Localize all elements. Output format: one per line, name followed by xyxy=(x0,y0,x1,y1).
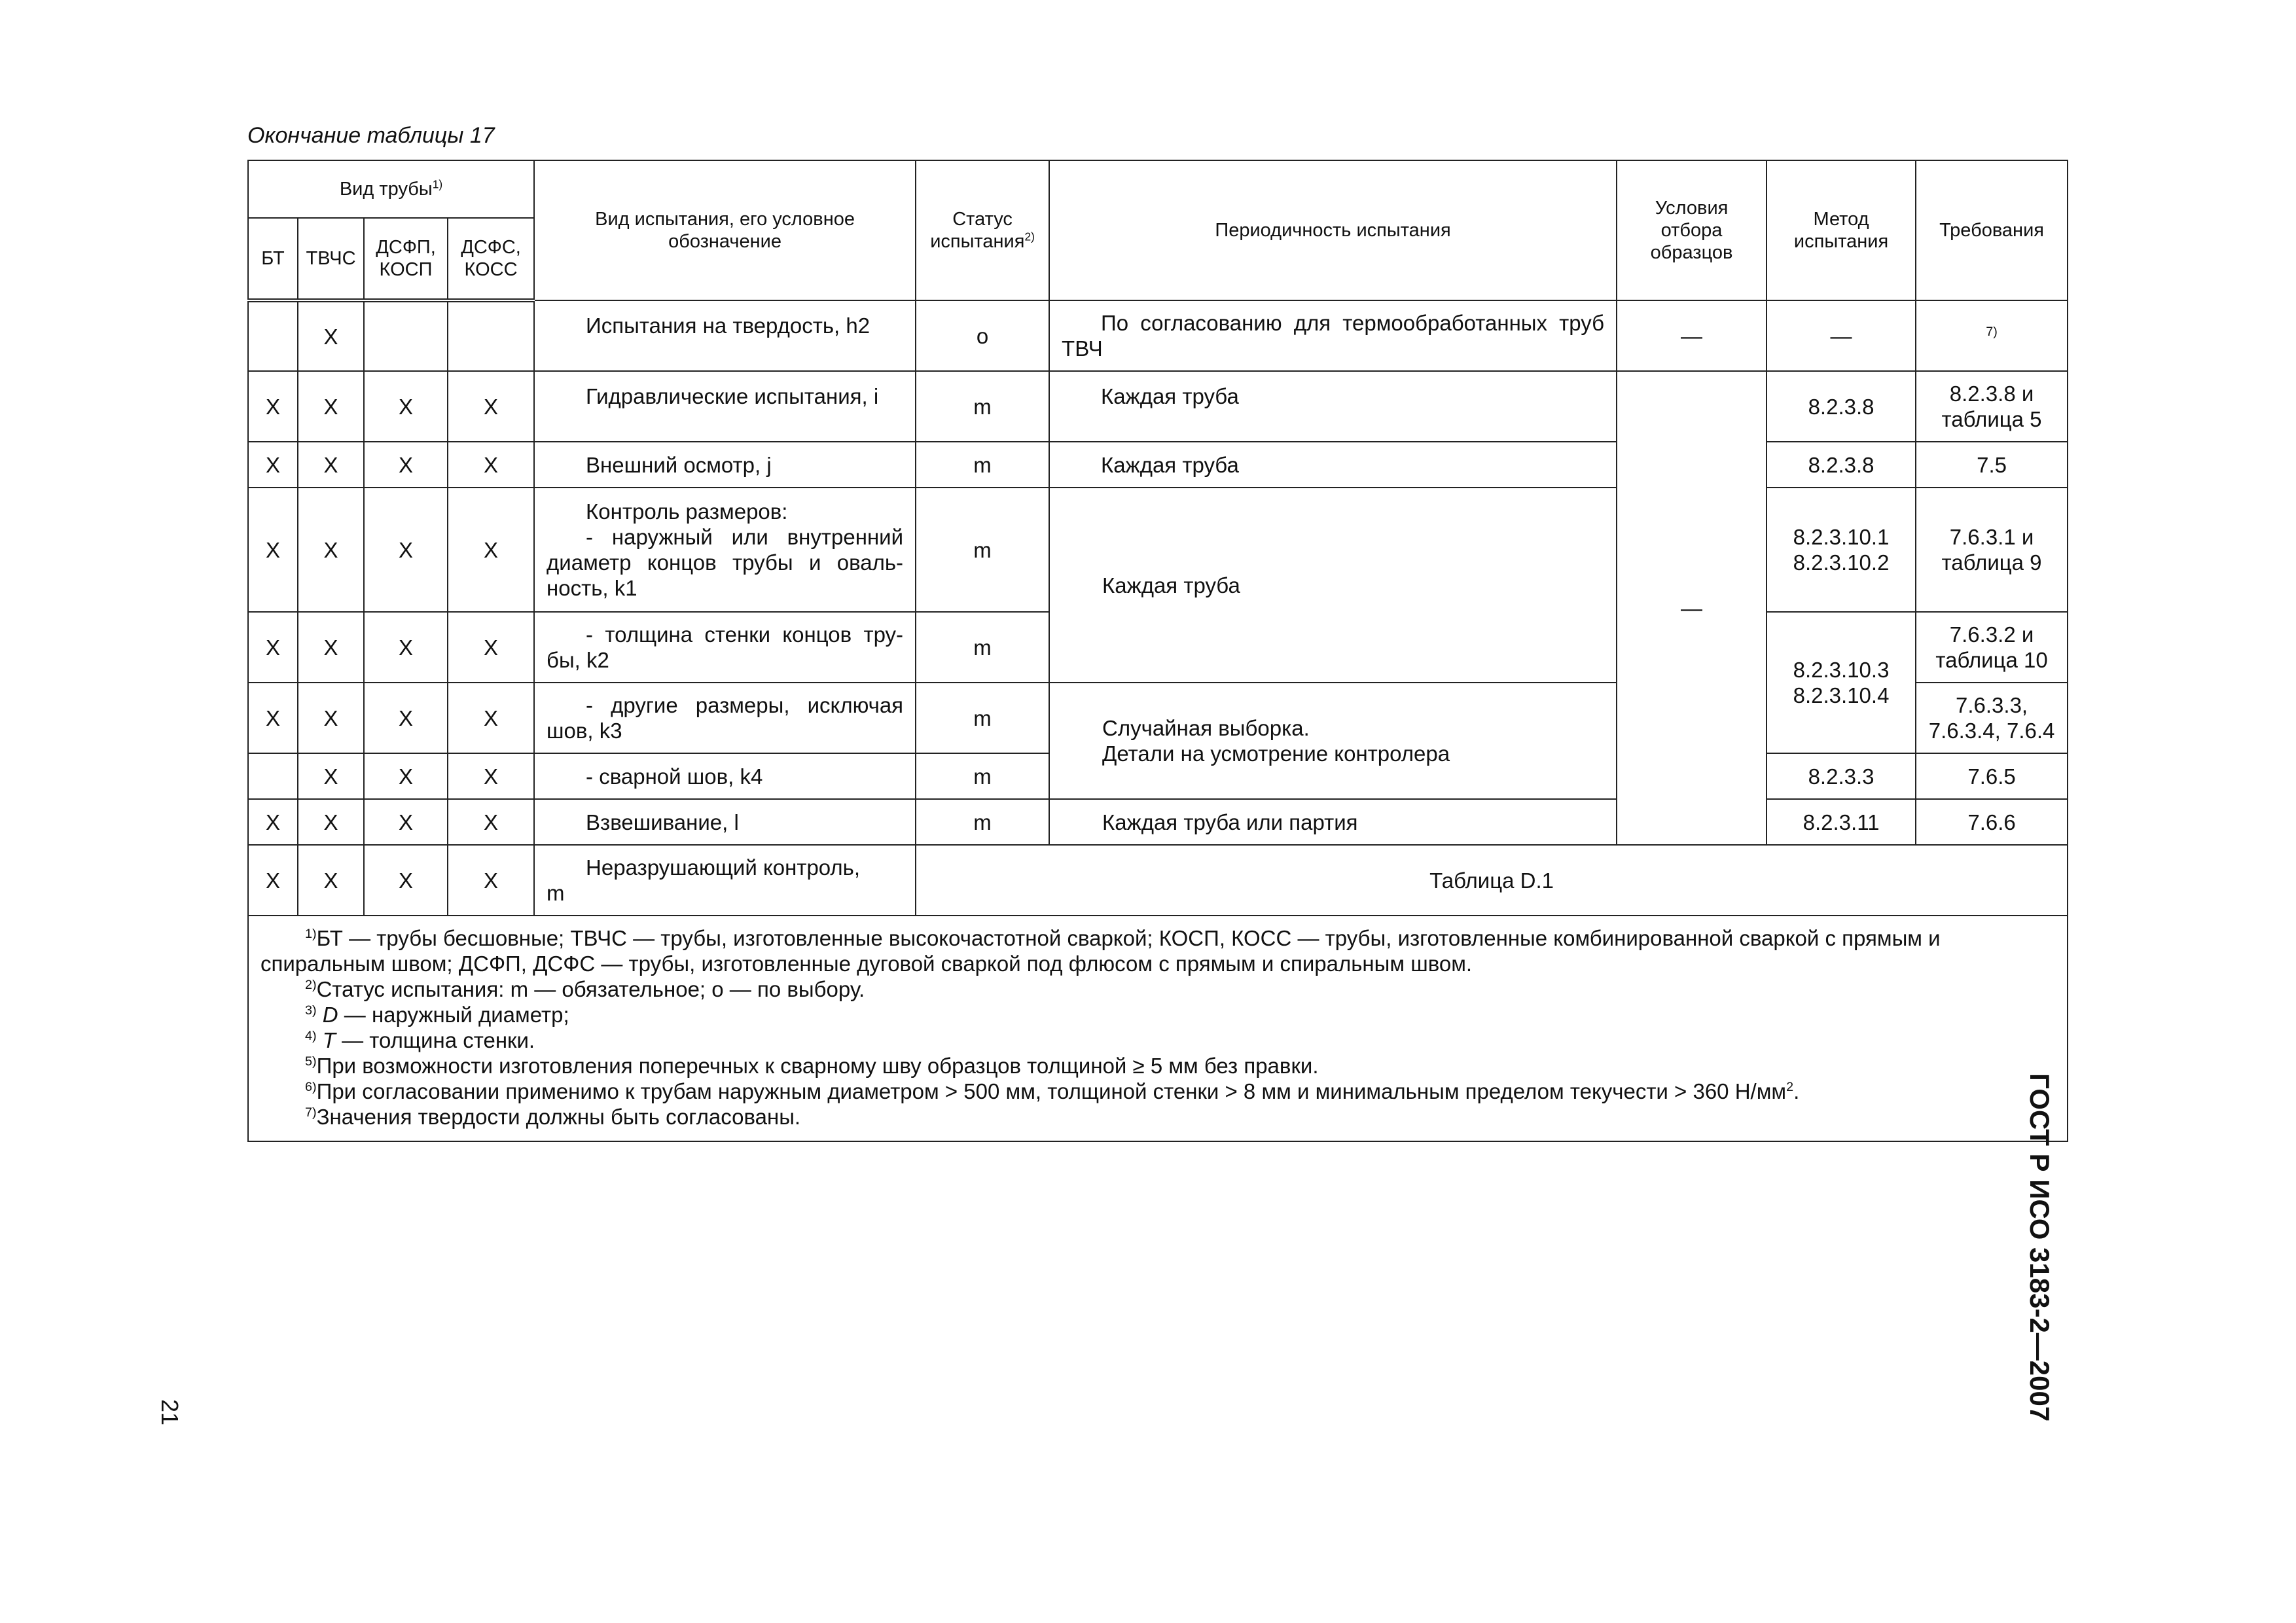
table-notes xyxy=(248,916,2068,1141)
cell-tvchs: X xyxy=(298,683,364,753)
cell-status: m xyxy=(916,612,1049,683)
header-dsfs: ДСФС, КОСС xyxy=(448,218,534,300)
table-row xyxy=(248,442,2068,488)
cell-period-random: Случайная выборка. Детали на усмотрение контролера xyxy=(1049,683,1617,799)
cell-method: 8.2.3.10.1 8.2.3.10.2 xyxy=(1767,488,1916,612)
footnote-2: $^{2)}$Статус испытания: m — обязательное; o — по выбору. xyxy=(305,977,865,1001)
footnote-7: $^{7)}$Значения твердости должны быть согласованы. xyxy=(305,1105,801,1129)
header-tvchs: ТВЧС xyxy=(298,218,364,300)
cell-dsfs: X xyxy=(448,442,534,488)
cell-test: Неразрушающий контроль, m xyxy=(534,845,916,916)
header-bt: БТ xyxy=(248,218,298,300)
cell-dsfp xyxy=(364,300,448,371)
cell-bt: X xyxy=(248,371,298,442)
cell-tvchs: X xyxy=(298,371,364,442)
table-caption: Окончание таблицы 17 xyxy=(247,123,495,148)
table-notes-row xyxy=(248,916,2068,1141)
footnote-6: $^{6)}$При согласовании применимо к трубам наружным диаметром > 500 мм, толщиной стенки > 8 мм и минимальным пределом текучести > 360 $Н/мм^2$. xyxy=(305,1079,1800,1103)
cell-dsfs: X xyxy=(448,845,534,916)
cell-method: 8.2.3.8 xyxy=(1767,442,1916,488)
cell-method: 8.2.3.8 xyxy=(1767,371,1916,442)
cell-tvchs: X xyxy=(298,442,364,488)
cell-tvchs: X xyxy=(298,612,364,683)
cell-req: 7) xyxy=(1916,300,2068,371)
cell-test: - толщина стенки концов тру-бы, k2 xyxy=(534,612,916,683)
cell-ndt-ref: Таблица D.1 xyxy=(916,845,2068,916)
cell-method: — xyxy=(1767,300,1916,371)
document-standard-title: ГОСТ Р ИСО 3183-2—2007 xyxy=(2024,1073,2055,1422)
header-sampling: Условия отбора образцов xyxy=(1617,160,1767,300)
footnote-3: $^{3)}$ D — наружный диаметр; xyxy=(305,1003,569,1027)
cell-method: 8.2.3.11 xyxy=(1767,799,1916,845)
cell-bt: X xyxy=(248,845,298,916)
cell-dsfs xyxy=(448,300,534,371)
cell-status: m xyxy=(916,371,1049,442)
cell-dsfs: X xyxy=(448,753,534,799)
header-test-type: Вид испытания, его условное обозначение xyxy=(534,160,916,300)
cell-bt xyxy=(248,753,298,799)
cell-bt: X xyxy=(248,799,298,845)
cell-status: m xyxy=(916,753,1049,799)
cell-req: 7.5 xyxy=(1916,442,2068,488)
footnote-4: $^{4)}$ T — толщина стенки. xyxy=(305,1028,535,1052)
cell-dsfs: X xyxy=(448,371,534,442)
cell-dsfp: X xyxy=(364,753,448,799)
cell-dsfp: X xyxy=(364,612,448,683)
cell-status: m xyxy=(916,442,1049,488)
cell-period: Каждая труба или партия xyxy=(1049,799,1617,845)
cell-status: m xyxy=(916,488,1049,612)
cell-period: По согласованию для термообработанных труб ТВЧ xyxy=(1049,300,1617,371)
cell-method: 8.2.3.3 xyxy=(1767,753,1916,799)
test-table xyxy=(247,160,2068,1142)
page-number: 21 xyxy=(156,1399,183,1426)
table-row xyxy=(248,799,2068,845)
cell-tvchs: X xyxy=(298,845,364,916)
table-row xyxy=(248,488,2068,612)
cell-dsfp: X xyxy=(364,845,448,916)
cell-period: Каждая труба xyxy=(1049,371,1617,442)
table-row xyxy=(248,371,2068,442)
cell-req: 7.6.3.1 и таблица 9 xyxy=(1916,488,2068,612)
cell-dsfs: X xyxy=(448,612,534,683)
cell-req: 7.6.6 xyxy=(1916,799,2068,845)
cell-bt xyxy=(248,300,298,371)
footnote-5: $^{5)}$При возможности изготовления поперечных к сварному шву образцов толщиной ≥ 5 мм без правки. xyxy=(305,1054,1319,1078)
cell-dsfp: X xyxy=(364,488,448,612)
cell-req: 8.2.3.8 и таблица 5 xyxy=(1916,371,2068,442)
cell-method-merged: 8.2.3.10.3 8.2.3.10.4 xyxy=(1767,612,1916,753)
table-row xyxy=(248,300,2068,371)
footnote-1: $^{1)}$БТ — трубы бесшовные; ТВЧС — трубы, изготовленные высокочастотной сваркой; КОСП, КОСС — трубы, изготовленные комбинированной сваркой с прямым и спиральным швом; ДСФП, ДСФС — трубы, изготовленные дуговой сваркой под флюсом с прямым и спиральным швом. xyxy=(260,926,1941,976)
cell-dsfs: X xyxy=(448,799,534,845)
cell-bt: X xyxy=(248,488,298,612)
header-dsfp: ДСФП, КОСП xyxy=(364,218,448,300)
cell-sampling-merged: — xyxy=(1617,371,1767,845)
cell-bt: X xyxy=(248,683,298,753)
cell-req: 7.6.3.2 и таблица 10 xyxy=(1916,612,2068,683)
cell-test: Гидравлические испытания, i xyxy=(534,371,916,442)
cell-req: 7.6.5 xyxy=(1916,753,2068,799)
cell-tvchs: X xyxy=(298,753,364,799)
cell-test: - сварной шов, k4 xyxy=(534,753,916,799)
cell-tvchs: X xyxy=(298,799,364,845)
cell-test: Контроль размеров: - наружный или внутренний диаметр концов трубы и оваль-ность, k1 xyxy=(534,488,916,612)
cell-dsfp: X xyxy=(364,799,448,845)
cell-bt: X xyxy=(248,442,298,488)
cell-dsfs: X xyxy=(448,683,534,753)
cell-status: o xyxy=(916,300,1049,371)
header-method: Метод испытания xyxy=(1767,160,1916,300)
cell-test: Испытания на твердость, h2 xyxy=(534,300,916,371)
cell-dsfs: X xyxy=(448,488,534,612)
header-requirements: Требования xyxy=(1916,160,2068,300)
cell-dsfp: X xyxy=(364,683,448,753)
cell-period: Каждая труба xyxy=(1049,442,1617,488)
cell-dsfp: X xyxy=(364,442,448,488)
cell-sampling: — xyxy=(1617,300,1767,371)
cell-req: 7.6.3.3, 7.6.3.4, 7.6.4 xyxy=(1916,683,2068,753)
table-row xyxy=(248,845,2068,916)
cell-tvchs: X xyxy=(298,488,364,612)
cell-dsfp: X xyxy=(364,371,448,442)
cell-test: - другие размеры, исключая шов, k3 xyxy=(534,683,916,753)
cell-test: Взвешивание, l xyxy=(534,799,916,845)
cell-bt: X xyxy=(248,612,298,683)
header-periodicity: Периодичность испытания xyxy=(1049,160,1617,300)
cell-test: Внешний осмотр, j xyxy=(534,442,916,488)
cell-tvchs: X xyxy=(298,300,364,371)
header-pipe-type: Вид трубы$^{1)}$ xyxy=(248,160,534,218)
cell-status: m xyxy=(916,799,1049,845)
header-status: Статус испытания$^{2)}$ xyxy=(916,160,1049,300)
cell-status: m xyxy=(916,683,1049,753)
cell-period-merged: Каждая труба xyxy=(1049,488,1617,683)
